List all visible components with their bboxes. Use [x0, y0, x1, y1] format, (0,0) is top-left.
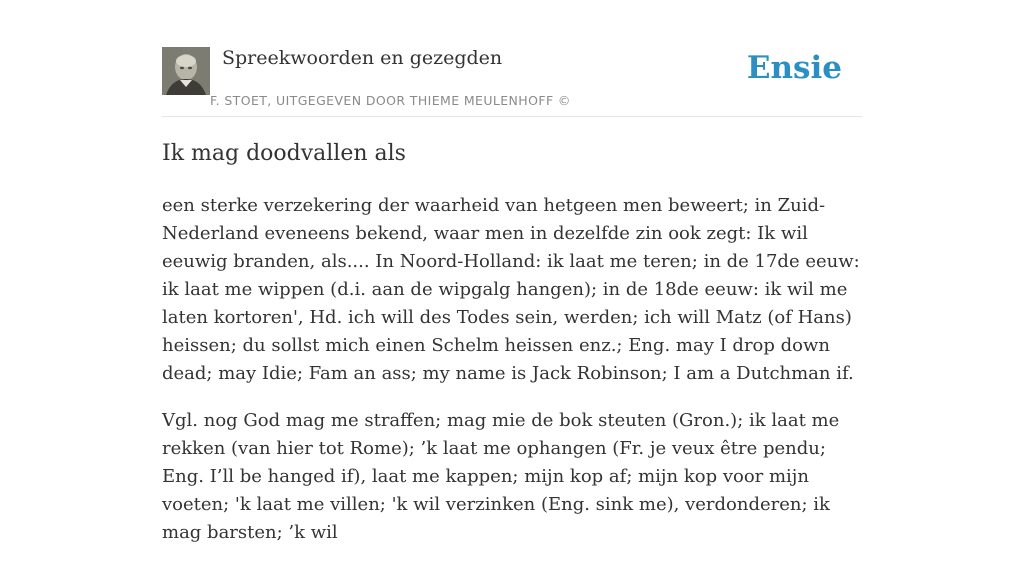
author-avatar[interactable]: [162, 47, 210, 95]
source-title[interactable]: Spreekwoorden en gezegden: [222, 47, 503, 69]
ensie-logo[interactable]: Ensie: [746, 50, 842, 86]
entry-body: [162, 192, 862, 566]
source-credit: F. STOET, UITGEGEVEN DOOR THIEME MEULENHOFF ©: [210, 93, 571, 108]
entry-paragraph: Vgl. nog God mag me straffen; mag mie de bok steuten (Gron.); ik laat me rekken (van hier tot Rome); ’k laat me ophangen (Fr. je veux être pendu; Eng. I’ll be hanged if), laat me kappen; mijn kop af; mijn kop voor mijn voeten; 'k laat me villen; 'k wil verzinken (Eng. sink me), verdonderen; ik mag barsten; ’k wil: [162, 410, 840, 543]
source-header: [162, 46, 862, 117]
entry-paragraph: een sterke verzekering der waarheid van hetgeen men beweert; in Zuid-Nederland eveneens bekend, waar men in dezelfde zin ook zegt: Ik wil eeuwig branden, als.... In Noord-Holland: ik laat me teren; in de 17de eeuw: ik laat me wippen (d.i. aan de wipgalg hangen); in de 18de eeuw: ik wil me laten kortoren', Hd. ich will des Todes sein, werden; ich will Matz (of Hans) heissen; du sollst mich einen Schelm heissen enz.; Eng. may I drop down dead; may Idie; Fam an ass; my name is Jack Robinson; I am a Dutchman if.: [162, 195, 860, 384]
entry-title: Ik mag doodvallen als: [162, 141, 406, 166]
